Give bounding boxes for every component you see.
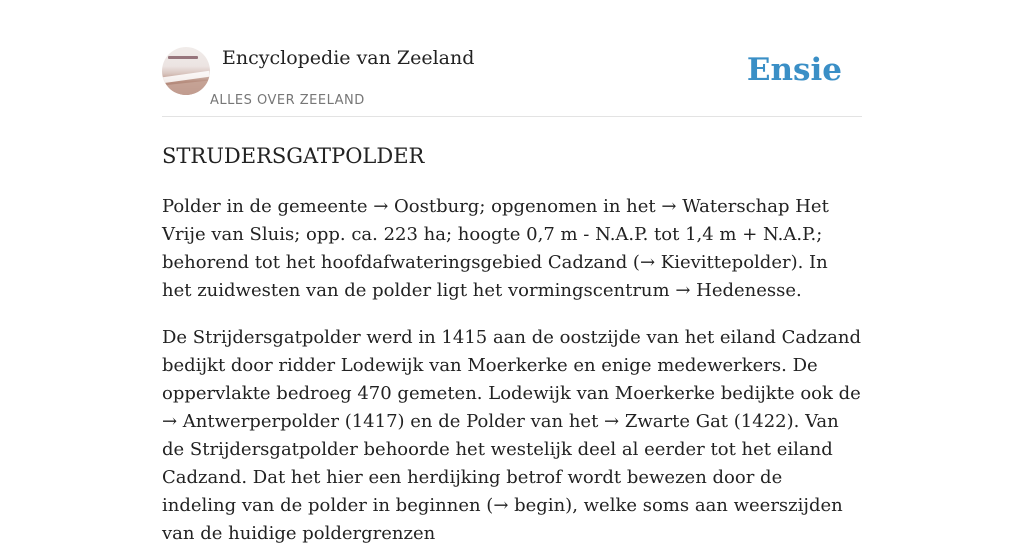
- paragraph-text: Polder in de gemeente: [162, 196, 374, 217]
- paragraph-text: De Strijdersgatpolder werd in 1415 aan de oostzijde van het eiland Cadzand bedijkt door ridder Lodewijk van Moerkerke en enige medewerkers. De oppervlakte bedroeg 470 gemeten. Lodewijk van Moerkerke bedijkte ook de: [162, 327, 861, 404]
- site-title[interactable]: Encyclopedie van Zeeland: [222, 47, 475, 69]
- site-header: [162, 0, 862, 117]
- paragraph-text: ), welke soms aan weerszijden van de huidige poldergrenzen: [162, 495, 843, 544]
- ensie-brand-link[interactable]: Ensie: [746, 52, 842, 88]
- cross-reference-link[interactable]: → Hedenesse: [675, 280, 797, 301]
- page: [162, 0, 862, 548]
- cross-reference-link[interactable]: → Kievittepolder: [639, 252, 791, 273]
- article-title: STRUDERSGATPOLDER: [162, 144, 425, 168]
- cross-reference-link[interactable]: → Zwarte Gat: [604, 411, 729, 432]
- paragraph-text: (1422). Van de Strijdersgatpolder behoorde het westelijk deel al eerder tot het eiland Cadzand. Dat het hier een herdijking betrof wordt bewezen door de indeling van de polder in beginnen (: [162, 411, 839, 516]
- cross-reference-link[interactable]: → Oostburg: [373, 196, 480, 217]
- cross-reference-link[interactable]: → begin: [493, 495, 566, 516]
- paragraph-text: ; opp. ca. 223 ha; hoogte 0,7 m - N.A.P. tot 1,4 m + N.A.P.; behorend tot het hoofdafwateringsgebied Cadzand (: [162, 224, 823, 273]
- paragraph-text: .: [796, 280, 802, 301]
- paragraph-text: ). In het zuidwesten van de polder ligt het vormingscentrum: [162, 252, 828, 301]
- site-subtitle: ALLES OVER ZEELAND: [210, 93, 365, 108]
- paragraph-text: ; opgenomen in het: [479, 196, 662, 217]
- article-paragraph-2: [162, 324, 862, 548]
- cross-reference-link[interactable]: → Waterschap Het Vrije van Sluis: [162, 196, 829, 245]
- site-logo-avatar[interactable]: [162, 47, 210, 95]
- paragraph-text: (1417) en de Polder van het: [338, 411, 605, 432]
- cross-reference-link[interactable]: → Antwerperpolder: [162, 411, 339, 432]
- article-paragraph-1: [162, 193, 862, 305]
